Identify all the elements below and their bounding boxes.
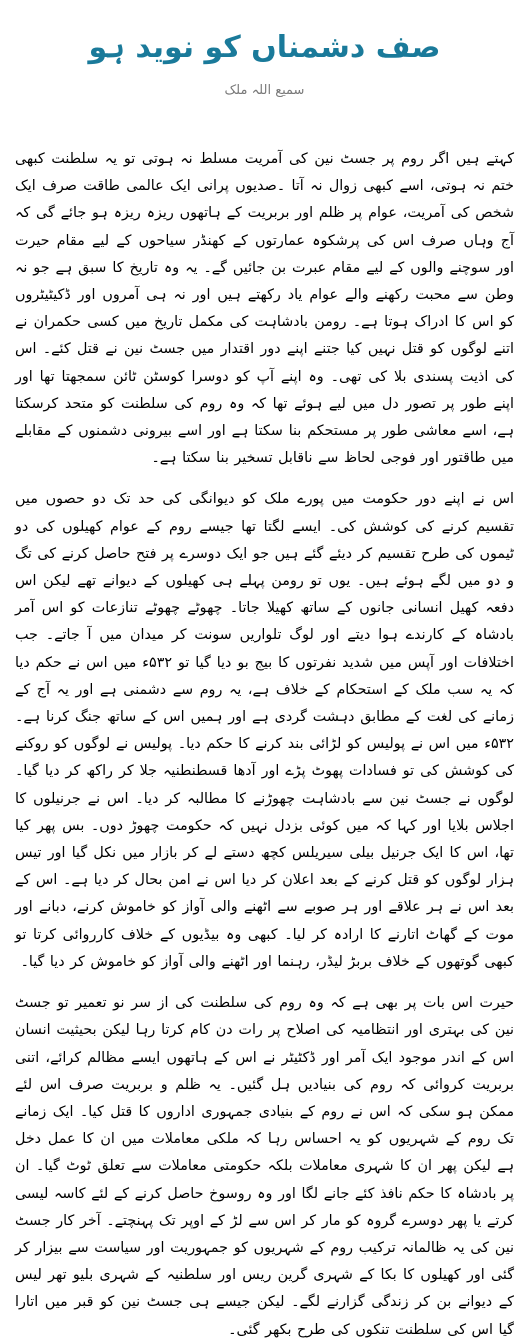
paragraph-2: اس نے اپنے دور حکومت میں پورے ملک کو دیوانگی کی حد تک دو حصوں میں تقسیم کرنے کی کوشش کی۔ ایسے لگتا تھا جیسے روم کے عوام کھیلوں کی دو ٹیموں کی طرح تقسیم کر دیئے گئے ہیں جو ایک دوسرے پر فتح حاصل کرنے کی تگ و دو میں لگے ہوئے ہیں۔ یوں تو رومن پہلے ہی کھیلوں کے دیوانے تھے لیکن اس دفعہ کھیل انسانی جانوں کے ساتھ کھیلا جاتا۔ چھوٹے چھوٹے تنازعات کو اس آمر بادشاہ کے کارندے ہوا دیتے اور لوگ تلواریں سونت کر میدان میں آ جاتے۔ جب اختلافات اور آپس میں شدید نفرتوں کا بیج بو دیا گیا تو ۵۳۲ء میں اس نے حکم دیا کہ یہ سب ملک کے استحکام کے خلاف ہے، یہ روم سے دشمنی ہے اور یہ آج کے زمانے کی لغت کے مطابق دہشت گردی ہے اور ہمیں اس کے ساتھ جنگ کرنا ہے۔ ۵۳۲ء میں اس نے پولیس کو لڑائی بند کرنے کا حکم دیا۔ پولیس نے لوگوں کو روکنے کی کوشش کی تو فسادات پھوٹ پڑے اور آدھا قسطنطنیہ جلا کر راکھ کر دیا گیا۔ لوگوں نے جسٹ نین سے بادشاہت چھوڑنے کا مطالبہ کر دیا۔ اس نے جرنیلوں کا اجلاس بلایا اور کہا کہ میں کوئی بزدل نہیں کہ حکومت چھوڑ دوں۔ بس پھر کیا تھا، اس کا ایک جرنیل بیلی سیریلس کچھ دستے لے کر بازار میں نکل گیا اور تیس ہزار لوگوں کو قتل کرنے کے بعد اعلان کر دیا اس نے امن بحال کر دیا ہے۔ اس کے بعد اس نے ہر علاقے اور ہر صوبے سے اٹھنے والی آواز کو خاموش کرنے، دبانے اور موت کے گھاٹ اتارنے کا ارادہ کر لیا۔ کبھی وہ بیڈیوں کے خلاف کارروائی کرتا تو کبھی گوتھوں کے خلاف بربڑ لیڈر، رہنما اور اٹھنے والی آواز کو خاموش کر دیا گیا۔ <box>15 491 514 970</box>
paragraph-3: حیرت اس بات پر بھی ہے کہ وہ روم کی سلطنت کی از سر نو تعمیر تو جسٹ نین کی بہتری اور انتظامیہ کی اصلاح پر رات دن کام کرتا رہا لیکن بحیثیت انسان اس کے اندر موجود ایک آمر اور ڈکٹیٹر نے اس کے ہاتھوں ایسے مظالم کرائے، اتنی بربریت کروائی کہ روم کی بنیادیں ہل گئیں۔ یہ ظلم و بربریت صرف اس لئے ممکن ہو سکی کہ اس نے روم کے بنیادی جمہوری اداروں کا قتل کیا۔ ایک زمانے تک روم کے شہریوں کو یہ احساس رہا کہ ملکی معاملات میں ان کا عمل دخل ہے لیکن پھر ان کا شہری معاملات بلکہ حکومتی معاملات سے تعلق ٹوٹ گیا۔ ان پر بادشاہ کا حکم نافذ کئے جانے لگا اور وہ روسوخ حاصل کرنے کے لئے کاسہ لیسی کرتے یا پھر دوسرے گروہ کو مار کر اس سے لڑ کے اوپر تک پہنچتے۔ آخر کار جسٹ نین کی یہ ظالمانہ ترکیب روم کے شہریوں کو جمہوریت اور سیاست سے بیزار کر گئی اور کھیلوں کا بکا کے شہری گرین ریس اور سلطنیہ کے شہری بلیو تھر لیس کے دیوانے بن کر زندگی گزارنے لگے۔ لیکن جیسے ہی جسٹ نین کو قبر میں اتارا گیا اس کی سلطنت تنکوں کی طرح بکھر گئی۔ <box>15 995 514 1338</box>
article-title: صف دشمناں کو نوید ہو <box>88 30 441 65</box>
article-body <box>15 146 514 1344</box>
author-name: سمیع اللہ ملک <box>224 83 305 98</box>
paragraph-1: کہتے ہیں اگر روم پر جسٹ نین کی آمریت مسلط نہ ہوتی تو یہ سلطنت کبھی ختم نہ ہوتی، اسے کبھی زوال نہ آتا ۔صدیوں پرانی ایک عالمی طاقت صرف ایک شخص کی آمریت، عوام پر ظلم اور بربریت کے ہاتھوں ریزہ ریزہ ہو جائے گی کہ آج وہاں صرف اس کی پرشکوہ عمارتوں کے کھنڈر سیاحوں کے لیے مقام حیرت اور سوچنے والوں کے لیے مقام عبرت بن جائیں گے۔ یہ وہ تاریخ کا سبق ہے جو نہ وطن سے محبت رکھنے والے عوام یاد رکھتے ہیں اور نہ ہی آمروں اور ڈکیٹیٹروں کو اس کا ادراک ہوتا ہے۔ رومن بادشاہت کی مکمل تاریخ میں کسی حکمران نے اتنے لوگوں کو قتل نہیں کیا جتنے اپنے دور اقتدار میں جسٹ نین نے قتل کئے۔ اس کی اذیت پسندی بلا کی تھی۔ وہ اپنے آپ کو دوسرا کوسٹن ٹائن سمجھتا تھا اور اپنے طور پر تصور دل میں لیے ہوئے تھا کہ وہ روم کی سلطنت کو متحد کرسکتا ہے، اسے معاشی طور پر مستحکم بنا سکتا ہے اور اسے بیرونی دشمنوں کے مقابلے میں طاقتور اور فوجی لحاظ سے ناقابل تسخیر بنا سکتا ہے۔ <box>15 151 514 467</box>
